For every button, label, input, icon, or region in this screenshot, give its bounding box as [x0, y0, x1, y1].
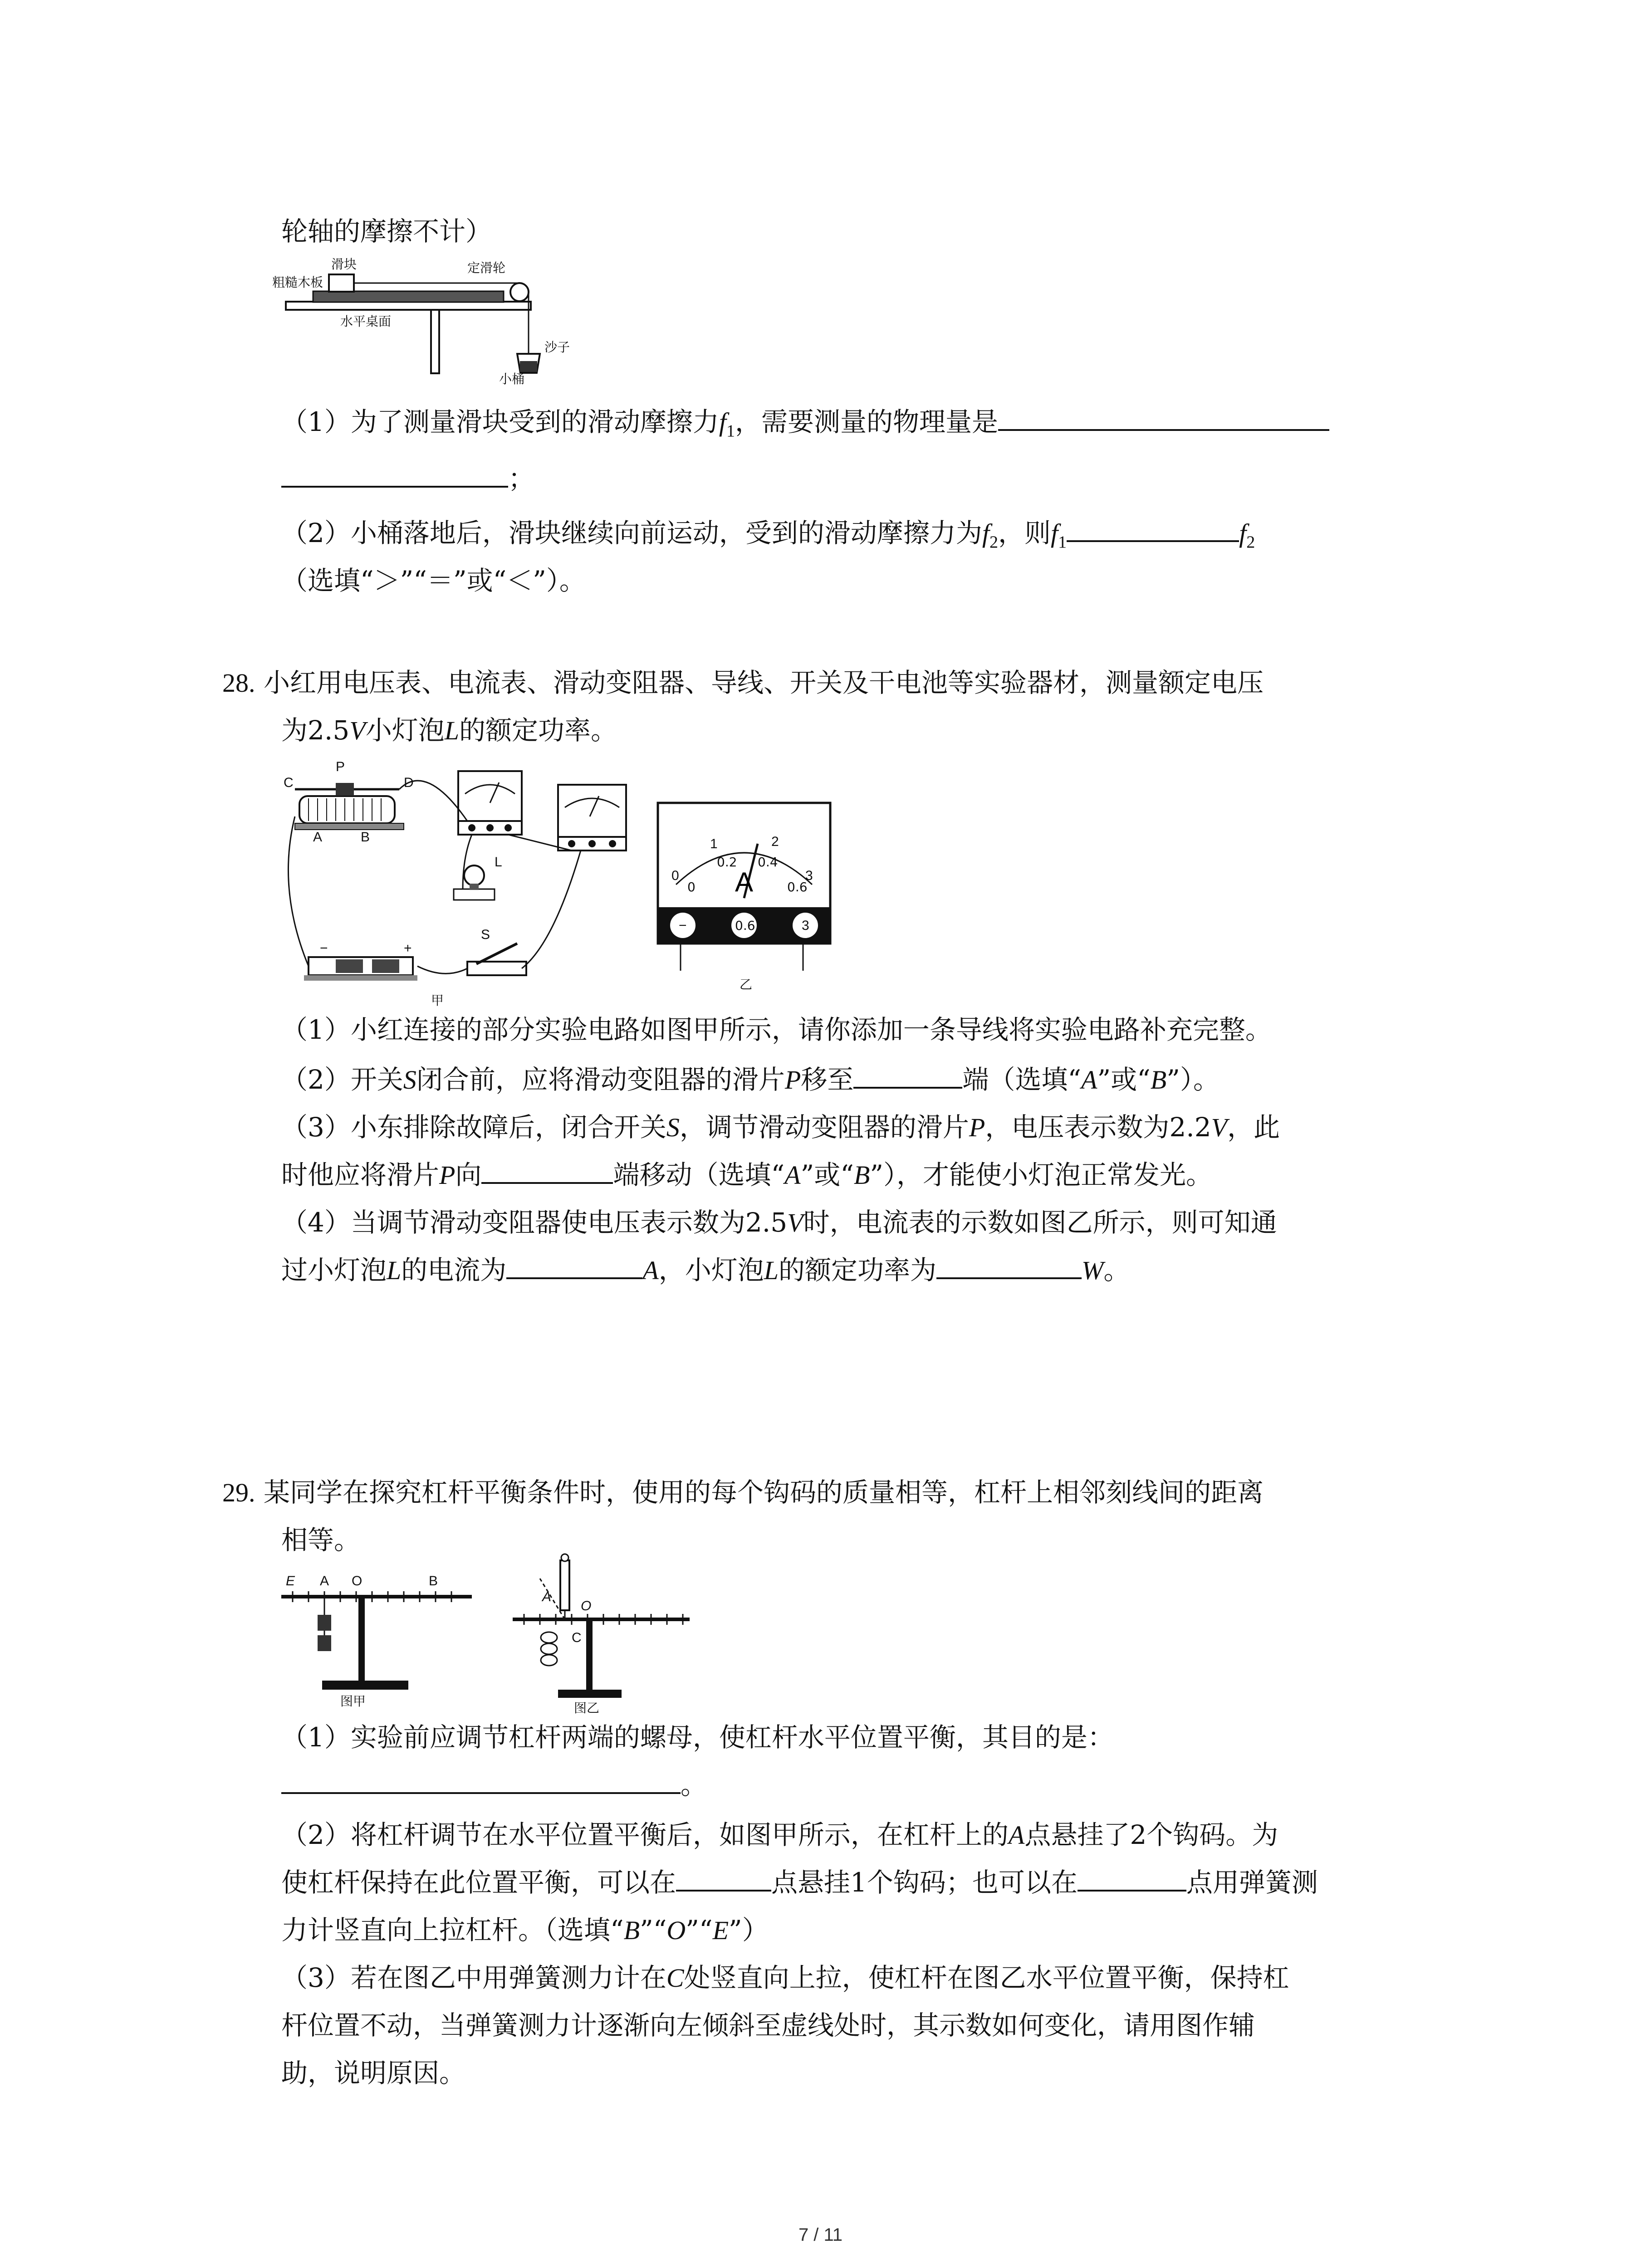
label-S: S — [481, 927, 490, 942]
caption-lever-jia: 图甲 — [340, 1694, 366, 1709]
lamp — [454, 865, 495, 900]
q29-stem-line2: 相等。 — [281, 1525, 361, 1555]
q28-part4-line2: 过小灯泡L的电流为 A，小灯泡L的额定功率为 W。 — [281, 1252, 1130, 1289]
switch — [467, 943, 526, 975]
label-board: 粗糙木板 — [272, 275, 323, 290]
answer-blank-27-2[interactable] — [1067, 515, 1239, 542]
lever-stand-post — [358, 1597, 365, 1683]
fixed-pulley — [510, 283, 529, 301]
q29-part3-line2: 杆位置不动，当弹簧测力计逐渐向左倾斜至虚线处时，其示数如何变化，请用图作辅 — [281, 2010, 1255, 2041]
q29-lever-figure-yi — [508, 1551, 699, 1715]
terminal-3: 3 — [802, 918, 809, 933]
q29-part1-answer: 。 — [281, 1767, 707, 1803]
q27-part2-line2: （选填“＞”“＝”或“＜”）。 — [281, 565, 586, 596]
label-pulley: 定滑轮 — [467, 260, 506, 275]
lever-label-O: O — [352, 1574, 362, 1589]
lever2-label-O: O — [581, 1598, 592, 1613]
table-leg — [431, 310, 439, 373]
lever2-label-A: A — [542, 1589, 552, 1604]
spring-scale — [560, 1560, 569, 1610]
lever2-label-C: C — [572, 1630, 582, 1645]
label-C: C — [284, 775, 294, 790]
answer-blank-28-3[interactable] — [481, 1157, 613, 1184]
voltmeter — [458, 771, 522, 835]
label-P: P — [336, 759, 345, 774]
dial-scale-1: 1 — [710, 836, 718, 851]
label-B: B — [361, 830, 370, 845]
dial-unit: A — [735, 867, 754, 897]
label-L: L — [495, 855, 502, 870]
q28-ammeter-dial — [649, 794, 839, 993]
label-D: D — [404, 775, 414, 790]
answer-blank-29-2a[interactable] — [676, 1864, 771, 1892]
dial-scale-0: 0 — [671, 868, 679, 883]
answer-blank-28-2[interactable] — [853, 1061, 962, 1089]
q27-part1-line2: ； — [281, 460, 534, 497]
rheostat — [295, 783, 404, 830]
lever-label-B: B — [429, 1574, 438, 1589]
label-bucket: 小桶 — [499, 371, 525, 386]
terminal-06: 0.6 — [735, 918, 755, 933]
hook-weight-2 — [318, 1635, 331, 1651]
q28-part3-line2: 时他应将滑片P向 端移动（选填“A”或“B”），才能使小灯泡正常发光。 — [281, 1157, 1212, 1193]
dial-small-0: 0 — [687, 880, 696, 894]
dial-small-04: 0.4 — [758, 855, 778, 870]
terminal-neg: − — [679, 918, 687, 933]
q27-part2-line1: （2）小桶落地后，滑块继续向前运动，受到的滑动摩擦力为$f_2$，则$f_1$ $f_2$ — [281, 515, 1255, 561]
page-number: 7 / 11 — [798, 2225, 843, 2245]
answer-blank-28-4b[interactable] — [936, 1252, 1082, 1279]
q28-stem-line1: 28. 小红用电压表、电流表、滑动变阻器、导线、开关及干电池等实验器材，测量额定电压 — [222, 667, 1264, 698]
label-sand: 沙子 — [544, 340, 570, 355]
label-block: 滑块 — [331, 257, 357, 272]
caption-lever-yi: 图乙 — [574, 1701, 600, 1716]
lever-label-E: E — [286, 1574, 295, 1589]
q29-part1: （1）实验前应调节杠杆两端的螺母，使杠杆水平位置平衡，其目的是： — [281, 1722, 1114, 1753]
q29-number: 29. — [222, 1478, 255, 1507]
q29-stem-line1: 29. 某同学在探究杠杆平衡条件时，使用的每个钩码的质量相等，杠杆上相邻刻线间的距离 — [222, 1477, 1264, 1508]
hook-weight-1 — [318, 1615, 331, 1631]
q28-part4-line1: （4）当调节滑动变阻器使电压表示数为2.5V时，电流表的示数如图乙所示，则可知通 — [281, 1207, 1277, 1238]
answer-blank-27-1[interactable] — [998, 404, 1329, 431]
battery — [304, 957, 417, 981]
q27-figure — [272, 254, 590, 399]
lever2-stand-post — [586, 1619, 593, 1692]
q28-circuit-figure — [281, 753, 644, 1007]
answer-blank-27-1b[interactable] — [281, 460, 508, 488]
q28-part3-line1: （3）小东排除故障后，闭合开关S，调节滑动变阻器的滑片P，电压表示数为2.2V，此 — [281, 1112, 1280, 1143]
slide-block — [329, 274, 354, 292]
label-A: A — [313, 830, 323, 845]
dial-small-06: 0.6 — [787, 880, 808, 894]
q29-part3-line1: （3）若在图乙中用弹簧测力计在C处竖直向上拉，使杠杆在图乙水平位置平衡，保持杠 — [281, 1962, 1289, 1993]
rough-board — [313, 291, 504, 302]
q29-part2-line1: （2）将杠杆调节在水平位置平衡后，如图甲所示，在杠杆上的A点悬挂了2个钩码。为 — [281, 1819, 1279, 1850]
ammeter — [558, 785, 626, 850]
label-plus: + — [404, 941, 412, 956]
table-top — [286, 302, 531, 310]
dial-scale-2: 2 — [771, 834, 779, 849]
answer-blank-29-1[interactable] — [281, 1767, 681, 1794]
caption-yi: 乙 — [740, 977, 753, 992]
spring-weights — [541, 1632, 557, 1666]
q27-part1-line1: （1）为了测量滑块受到的滑动摩擦力$f_1$，需要测量的物理量是 — [281, 404, 1329, 450]
label-table: 水平桌面 — [340, 314, 392, 329]
q28-number: 28. — [222, 668, 255, 698]
q29-part3-line3: 助，说明原因。 — [281, 2058, 466, 2088]
answer-blank-28-4a[interactable] — [506, 1252, 642, 1279]
q29-lever-figure-jia — [272, 1565, 481, 1710]
lever-label-A: A — [320, 1574, 329, 1589]
q27-tail-text: 轮轴的摩擦不计） — [281, 216, 492, 247]
lever-stand-base — [322, 1681, 408, 1690]
lever2-stand-base — [558, 1690, 622, 1698]
answer-blank-29-2b[interactable] — [1078, 1864, 1186, 1892]
dial-scale-3: 3 — [805, 868, 813, 883]
dial-small-02: 0.2 — [717, 855, 737, 870]
caption-jia: 甲 — [431, 993, 444, 1008]
q28-part2: （2）开关S闭合前，应将滑动变阻器的滑片P移至 端（选填“A”或“B”）。 — [281, 1061, 1220, 1098]
q28-stem-line2: 为2.5V小灯泡L的额定功率。 — [281, 715, 617, 746]
q29-part2-line2: 使杠杆保持在此位置平衡，可以在 点悬挂1个钩码；也可以在 点用弹簧测 — [281, 1864, 1318, 1901]
label-minus: − — [320, 941, 328, 956]
q28-part1: （1）小红连接的部分实验电路如图甲所示，请你添加一条导线将实验电路补充完整。 — [281, 1014, 1272, 1045]
q29-part2-line3: 力计竖直向上拉杠杆。（选填“B”“O”“E”） — [281, 1915, 769, 1945]
